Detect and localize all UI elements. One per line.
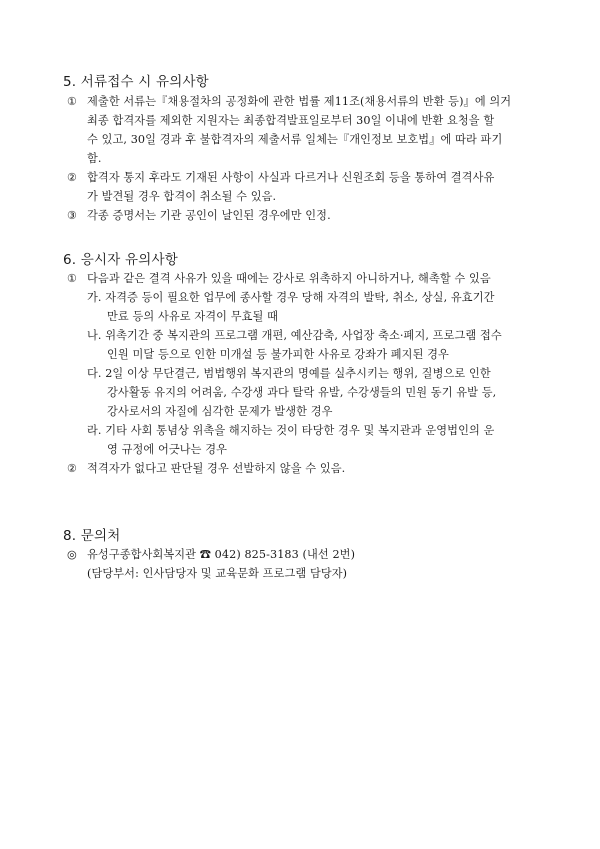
s5-item1-line3: 수 있고, 30일 경과 후 불합격자의 제출서류 일체는『개인정보 보호법』에 따라 파기 (87, 133, 503, 146)
s5-item3-line1 (67, 210, 331, 221)
s5-item3-marker: ③ (67, 209, 78, 222)
s5-item2-line1 (67, 172, 494, 183)
s6-sub-ga-line1: 가. 자격증 등이 필요한 업무에 종사할 경우 당해 자격의 발탁, 취소, 상실, 유효기간 (87, 291, 495, 304)
s6-item2-marker: ② (67, 462, 78, 475)
s6-sub-ra-line1: 라. 기타 사회 통념상 위촉을 해지하는 것이 타당한 경우 및 복지관과 운영법인의 운 (87, 424, 495, 437)
s6-item1-text: 다음과 같은 결격 사유가 있을 때에는 강사로 위촉하지 아니하거나, 해촉할 수 있음 (87, 272, 491, 285)
s6-sub-na-line2: 인원 미달 등으로 인한 미개설 등 불가피한 사유로 강좌가 폐지된 경우 (107, 348, 449, 361)
s5-item3-text: 각종 증명서는 기관 공인이 날인된 경우에만 인정. (87, 209, 331, 222)
s6-item2-text: 적격자가 없다고 판단될 경우 선발하지 않을 수 있음. (87, 462, 346, 475)
s8-contact-line (67, 549, 355, 560)
s6-sub-da-line3: 강사로서의 자질에 심각한 문제가 발생한 경우 (107, 405, 333, 418)
s5-item1-text: 제출한 서류는『채용절차의 공정화에 관한 법률 제11조(채용서류의 반환 등)』에 의거 (87, 95, 512, 108)
s8-contact-text: 유성구종합사회복지관 ☎ 042) 825-3183 (내선 2번) (87, 548, 356, 561)
s5-item1-line4: 함. (87, 152, 102, 165)
section-8-title: 8. 문의처 (63, 528, 121, 544)
s5-item2-text: 합격자 통지 후라도 기재된 사항이 사실과 다르거나 신원조회 등을 통하여 결격사유 (87, 171, 495, 184)
s6-sub-ra-line2: 영 규정에 어긋나는 경우 (107, 443, 228, 456)
section-5-title: 5. 서류접수 시 유의사항 (63, 74, 209, 90)
section-6-title: 6. 응시자 유의사항 (63, 252, 178, 268)
s6-sub-ga-line2: 만료 등의 사유로 자격이 무효될 때 (107, 310, 278, 323)
s5-item2-line2: 가 발견될 경우 합격이 취소될 수 있음. (87, 190, 277, 203)
s5-item2-marker: ② (67, 171, 78, 184)
s6-item1-line1 (67, 273, 491, 284)
s5-item1-marker: ① (67, 95, 78, 108)
s8-department-line: (담당부서: 인사담당자 및 교육문화 프로그램 담당자) (87, 567, 348, 580)
s6-sub-na-line1: 나. 위촉기간 중 복지관의 프로그램 개편, 예산감축, 사업장 축소·폐지, 프로그램 접수 (87, 329, 502, 342)
s6-item2-line1 (67, 463, 345, 474)
s6-sub-da-line1: 다. 2일 이상 무단결근, 범법행위 복지관의 명예를 실추시키는 행위, 질병으로 인한 (87, 367, 491, 380)
s6-sub-da-line2: 강사활동 유지의 어려움, 수강생 과다 탈락 유발, 수강생들의 민원 동기 유발 등, (107, 386, 497, 399)
s5-item1-line1 (67, 96, 511, 107)
s6-item1-marker: ① (67, 272, 78, 285)
s8-contact-marker: ◎ (67, 548, 77, 561)
s5-item1-line2: 최종 합격자를 제외한 지원자는 최종합격발표일로부터 30일 이내에 반환 요청을 할 (87, 114, 495, 127)
